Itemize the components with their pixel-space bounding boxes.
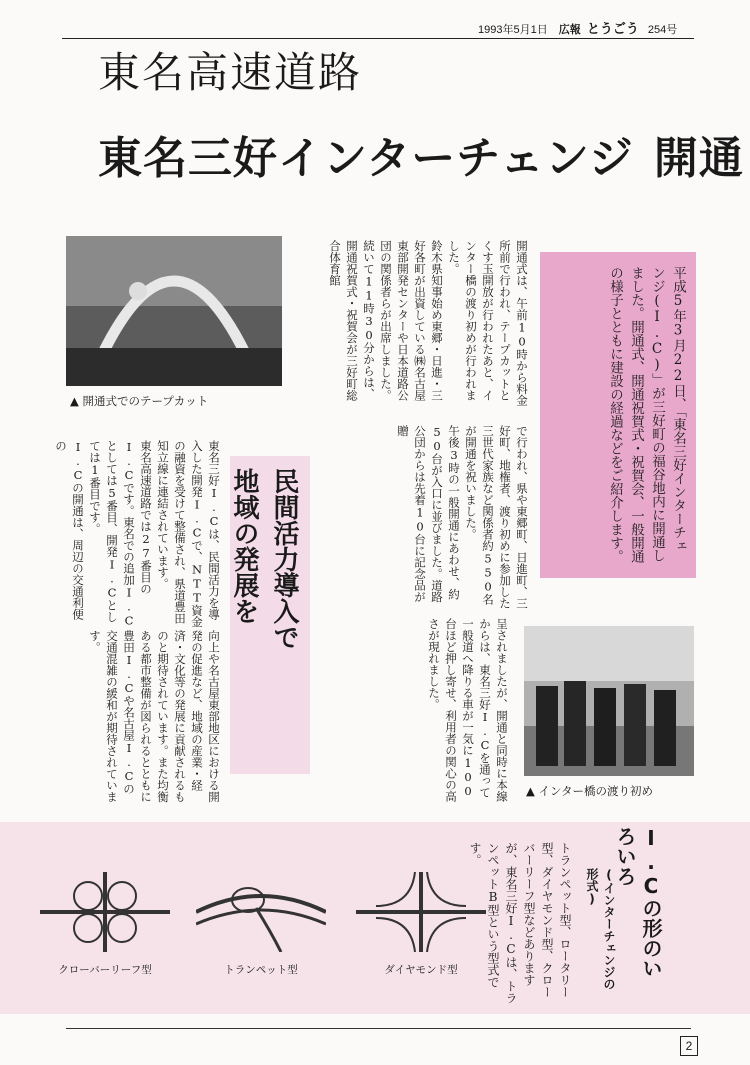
body-column-4	[54, 440, 222, 630]
paragraph: 午後3時の一般開通にあわせ、約50台が入口に並びました。道路公団からは先着10台に記念品が贈	[396, 425, 461, 603]
newsletter-logo: 広報	[558, 24, 581, 36]
article-kicker: 東名高速道路	[98, 48, 363, 97]
issue-date: 1993年5月1日	[478, 24, 548, 36]
diagram-diamond	[356, 872, 486, 976]
page-header	[478, 18, 677, 37]
paragraph: 東名三好I.Cは、民間活力を導入した開発I.Cで、NTT資金の融資を受けて整備され、県道豊田知立線に連結されています。	[156, 440, 221, 628]
ic-section-subheading: (インターチェンジの形式)	[585, 868, 616, 990]
newsletter-brand: とうごう	[586, 21, 639, 36]
subhead-line-2: 地域の発展を	[229, 468, 259, 624]
paragraph: 向上や名古屋東部地区における開発の促進など、地域の産業・経済・文化等の発展に貢献されるものと期待されています。また均衡ある都市整備が図られるとともに豊田I.Cや名古屋I.Cの交通混雑の緩和が期待されています。	[88, 630, 221, 803]
article-title-end: 開通	[653, 133, 744, 184]
body-column-3	[404, 618, 510, 806]
paragraph: 呈されましたが、開通と同時に本線からは、東名三好I.Cを通って一般道へ降りる車が一気に100台ほど押し寄せ、利用者の関心の高さが現れました。	[427, 618, 509, 802]
subhead-box	[230, 456, 310, 774]
paragraph: で行われ、県や東郷町、日進町、三好町、地権者、渡り初めに参加した三世代家族など関係者約550名が開通を祝いました。	[464, 425, 529, 609]
page-number: 2	[680, 1036, 698, 1056]
body-column-2	[396, 425, 530, 610]
paragraph: 東名高速道路では27番目のI.Cです。東名での追加I.Cとしては5番目、開発I.Cとしては1番目です。	[88, 440, 153, 628]
trumpet-diagram-icon	[196, 872, 326, 952]
ic-section-text: トランペット型、ロータリー型、ダイヤモンド型、クローバーリーフ型などありますが、東名三好I.Cは、トランペットB型という型式です。	[468, 842, 572, 1004]
diagram-label: クローバーリーフ型	[58, 964, 152, 976]
tape-cut-scene	[66, 236, 282, 386]
caption-photo-1: ▲ 開通式でのテープカット	[70, 394, 209, 408]
cloverleaf-diagram-icon	[40, 872, 170, 952]
body-column-5	[70, 630, 222, 805]
photo-tape-cut	[66, 236, 282, 386]
diamond-diagram-icon	[356, 872, 486, 952]
subhead-line-1: 民間活力導入で	[269, 468, 299, 650]
body-column-1	[300, 240, 530, 410]
ic-section-heading: I.Cの形のいろいろ	[613, 826, 663, 978]
bridge-walk-scene	[524, 626, 694, 776]
article-title	[98, 122, 744, 186]
top-rule	[62, 38, 694, 39]
article-title-main: 東名三好インターチェンジ	[98, 133, 634, 184]
diagram-cloverleaf	[40, 872, 170, 976]
lead-box: 平成5年3月22日、「東名三好インターチェンジ(I.C)」が三好町の福谷地内に開通しました。開通式、開通祝賀式・祝賀会、一般開通の様子とともに建設の経過などをご紹介します。	[540, 252, 696, 578]
paragraph: 開通式は、午前10時から料金所前で行われ、テープカットとくす玉開放が行われたあと、インター橋の渡り初めが行われました。	[447, 240, 529, 406]
diagram-trumpet	[196, 872, 326, 976]
issue-number: 254号	[647, 24, 678, 36]
caption-photo-2: ▲ インター橋の渡り初め	[526, 784, 654, 798]
paragraph: I.Cの開通は、周辺の交通利便の	[54, 440, 85, 620]
paragraph: 続いて11時30分からは、開通祝賀式・祝賀会が三好町総合体育館	[328, 240, 376, 401]
diagram-label: ダイヤモンド型	[384, 964, 458, 976]
diagram-label: トランペット型	[224, 964, 298, 976]
photo-bridge-walk	[524, 626, 694, 776]
bottom-rule	[66, 1028, 691, 1029]
paragraph: 鈴木県知事始め東郷・日進・三好各町が出資している㈱名古屋東部開発センターや日本道路公団の関係者らが出席しました。	[379, 240, 444, 401]
